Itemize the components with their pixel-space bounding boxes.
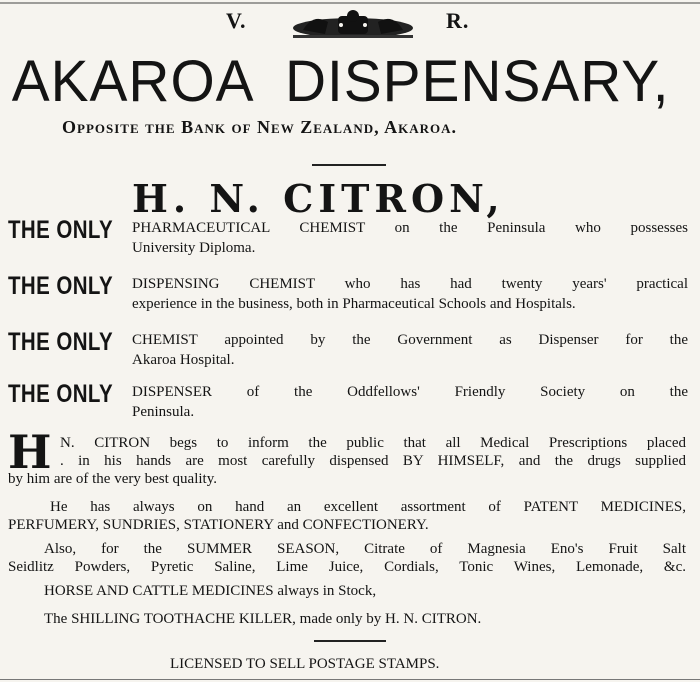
notice-line: . in his hands are most carefully dispensed BY HIMSELF, and the drugs supplied bbox=[60, 453, 686, 469]
top-border-rule bbox=[0, 2, 700, 4]
only-item bbox=[8, 380, 688, 426]
only-item bbox=[8, 328, 688, 374]
only-item bbox=[8, 216, 688, 262]
page-title: AKAROA DISPENSARY, bbox=[11, 49, 670, 114]
drop-cap: H bbox=[8, 425, 52, 479]
summer-line: Seidlitz Powders, Pyretic Saline, Lime Juice, Cordials, Tonic Wines, Lemonade, &c. bbox=[8, 559, 686, 575]
only-item bbox=[8, 272, 688, 318]
summer-line: Also, for the SUMMER SEASON, Citrate of Magnesia Eno's Fruit Salt bbox=[44, 541, 686, 557]
stock-line: He has always on hand an excellent assortment of PATENT MEDICINES, bbox=[50, 499, 686, 515]
bottom-border-rule bbox=[0, 679, 700, 680]
notice-line: N. CITRON begs to inform the public that all Medical Prescriptions placed bbox=[60, 435, 686, 451]
stock-paragraph bbox=[8, 498, 686, 534]
notice-paragraph bbox=[60, 434, 686, 470]
only-label: THE ONLY bbox=[8, 380, 114, 408]
royal-cipher-v: V. bbox=[226, 8, 247, 33]
only-line: University Diploma. bbox=[132, 240, 256, 256]
only-line: Akaroa Hospital. bbox=[132, 352, 235, 368]
stock-line: PERFUMERY, SUNDRIES, STATIONERY and CONFECTIONERY. bbox=[8, 517, 429, 533]
only-line: Peninsula. bbox=[132, 404, 195, 420]
summer-paragraph bbox=[8, 540, 686, 576]
only-line: CHEMIST appointed by the Government as Dispenser for the bbox=[132, 332, 688, 348]
only-label: THE ONLY bbox=[8, 216, 114, 244]
proprietor-name: H. N. CITRON, bbox=[132, 176, 505, 221]
only-label: THE ONLY bbox=[8, 272, 114, 300]
only-line: PHARMACEUTICAL CHEMIST on the Peninsula who possesses bbox=[132, 220, 688, 236]
notice-paragraph-end bbox=[8, 470, 686, 488]
toothache-line: The SHILLING TOOTHACHE KILLER, made only by H. N. CITRON. bbox=[44, 611, 482, 627]
divider-rule bbox=[314, 640, 386, 642]
address-subtitle: Opposite the Bank of New Zealand, Akaroa. bbox=[62, 117, 457, 137]
footer-notice: LICENSED TO SELL POSTAGE STAMPS. bbox=[170, 656, 440, 672]
cattle-line: HORSE AND CATTLE MEDICINES always in Stock, bbox=[44, 583, 377, 599]
only-line: DISPENSING CHEMIST who has had twenty years' practical bbox=[132, 276, 688, 292]
only-line: DISPENSER of the Oddfellows' Friendly Society on the bbox=[132, 384, 688, 400]
only-line: experience in the business, both in Pharmaceutical Schools and Hospitals. bbox=[132, 296, 576, 312]
notice-line: by him are of the very best quality. bbox=[8, 471, 217, 487]
only-label: THE ONLY bbox=[8, 328, 114, 356]
divider-rule bbox=[312, 164, 386, 166]
royal-cipher-r: R. bbox=[446, 8, 470, 33]
royal-crest-icon bbox=[283, 8, 423, 42]
